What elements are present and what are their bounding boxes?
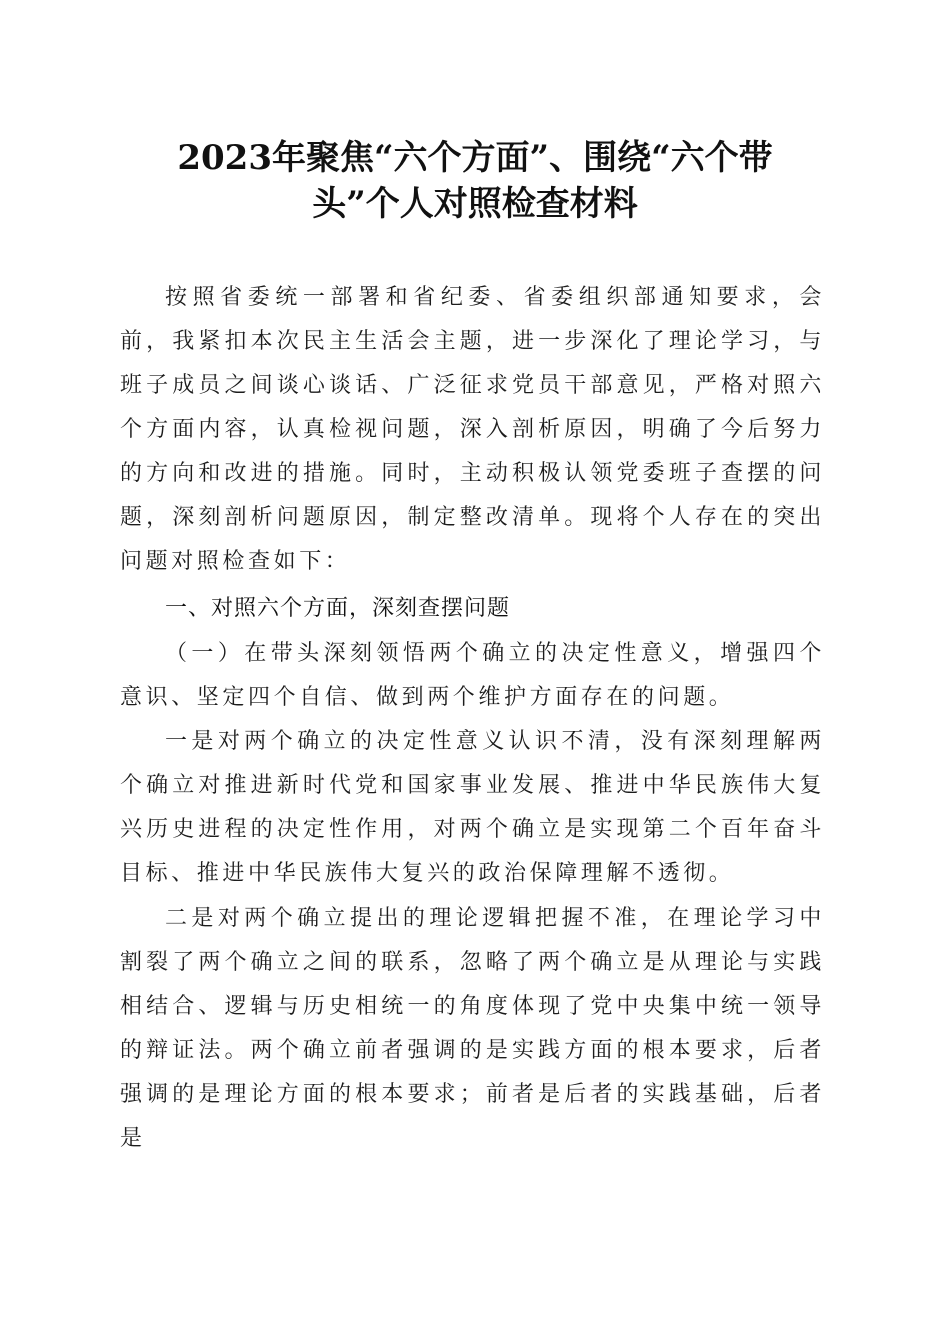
point-1-paragraph: 一是对两个确立的决定性意义认识不清，没有深刻理解两个确立对推进新时代党和国家事业发展、推进中华民族伟大复兴历史进程的决定性作用，对两个确立是实现第二个百年奋斗目标、推进中华民族伟大复兴的政治保障理解不透彻。	[120, 729, 825, 886]
subsection-1-heading: （一）在带头深刻领悟两个确立的决定性意义，增强四个意识、坚定四个自信、做到两个维护方面存在的问题。	[120, 641, 825, 710]
point-2-paragraph: 二是对两个确立提出的理论逻辑把握不准，在理论学习中割裂了两个确立之间的联系，忽略了两个确立是从理论与实践相结合、逻辑与历史相统一的角度体现了党中央集中统一领导的辩证法。两个确立前者强调的是实践方面的根本要求，后者强调的是理论方面的根本要求；前者是后者的实践基础，后者是	[120, 906, 825, 1151]
section-1-heading: 一、对照六个方面，深刻查摆问题	[165, 596, 511, 621]
title-line-1: 2023年聚焦“六个方面”、围绕“六个带	[177, 138, 773, 178]
intro-paragraph: 按照省委统一部署和省纪委、省委组织部通知要求，会前，我紧扣本次民主生活会主题，进一步深化了理论学习，与班子成员之间谈心谈话、广泛征求党员干部意见，严格对照六个方面内容，认真检视问题，深入剖析原因，明确了今后努力的方向和改进的措施。同时，主动积极认领党委班子查摆的问题，深刻剖析问题原因，制定整改清单。现将个人存在的突出问题对照检查如下：	[120, 285, 825, 574]
title-line-2: 头”个人对照检查材料	[312, 184, 638, 224]
document-title	[130, 135, 820, 227]
